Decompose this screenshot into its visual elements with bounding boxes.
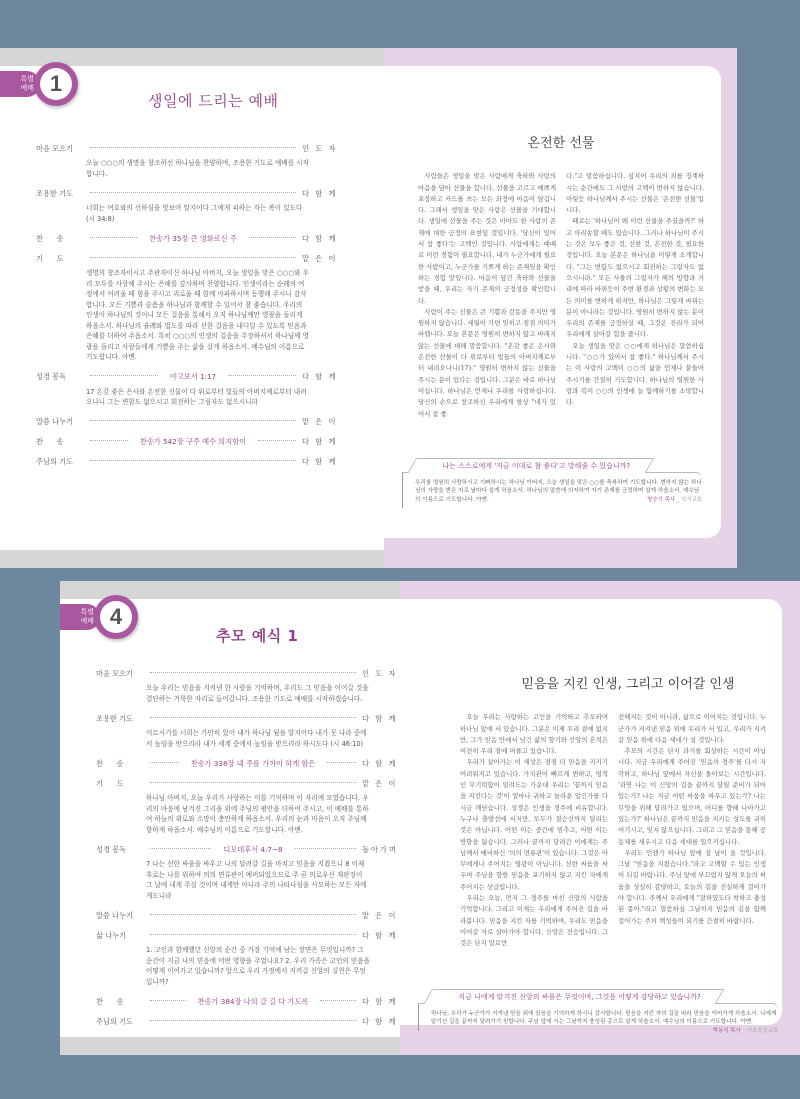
badge-circle: [94, 595, 138, 639]
article-column-2: [566, 171, 704, 420]
leader-dots: [150, 672, 356, 673]
order-leader: 다 함 께: [302, 437, 338, 446]
spread-birthday-service: [0, 48, 800, 568]
article-column-1: [418, 171, 556, 420]
order-text: 1. 고인과 함께했던 신앙의 순간 중 가장 기억에 남는 장면은 무엇입니까? 그 순간이 지금 나의 믿음에 어떤 영향을 주었나요? 2. 우리 가족은 고인의 믿음을 어떻게 이어가고 있습니까? 앞으로 우리 가정에서 지켜갈 신앙의 실천은 무엇입니까?: [146, 946, 370, 986]
right-page: [400, 581, 800, 1055]
order-label: 찬 송: [36, 233, 64, 243]
article-paragraph: 오늘 생일을 맞은 ○○에게 하나님은 말씀하십니다. "○○가 있어서 참 좋다." 하나님께서 주시는 이 사랑의 고백이 ○○의 삶을 언제나 붙들어 주시기를 간절히 기도합니다. 하나님의 영원한 사랑과 복이 ○○의 인생에 늘 함께하기를 소망합니다.: [566, 341, 704, 407]
article-paragraph: 다."고 말씀하십니다. 심지어 우리의 죄를 징계하시는 순간에도 그 사랑의 고백이 변하지 않습니다. 이렇듯 하나님께서 주시는 선물은 '온전한 선물'입니다.: [566, 172, 704, 215]
order-label: 찬 송: [96, 996, 124, 1006]
leader-dots: [228, 375, 296, 376]
article-title: 온전한 선물: [527, 136, 595, 151]
article-paragraph: 우리가 살아가는 이 세상은 점점 더 믿음을 지키기 어려워지고 있습니다. 가치관이 빠르게 변하고, 영적인 무기력함이 밀려드는 가운데 우리는 '끝까지 믿음을 지킨다는 것'이 얼마나 귀하고 놀라운 일인가를 다시금 깨닫습니다. 성경은 인생을 경주에 비유합니다. 누구나 출발선에 서지만, 모두가 결승선까지 달리는 것은 아닙니다. 어떤 이는 중간에 멈추고, 어떤 이는 방향을 잃습니다. 그러나 끝까지 달려간 이에게는 주님께서 예비하신 '의의 면류관'이 있습니다. 그것은 아무에게나 주어지는 영광이 아닙니다. 선한 싸움을 싸우며 주님을 향한 믿음을 포기하지 않고 지킨 자에게 주어지는 상급입니다.: [460, 758, 608, 891]
order-detail: 찬송가 542장 구주 예수 의지함이: [139, 437, 247, 446]
order-label: 찬 송: [96, 758, 124, 768]
order-leader: 다 함 께: [362, 758, 398, 768]
order-leader: 인 도 자: [362, 668, 398, 678]
order-label: 마음 모으기: [36, 143, 74, 153]
order-label: 주님의 기도: [36, 457, 74, 466]
leader-dots: [90, 440, 128, 441]
article-paragraph: 전해지는 것이 아니라, 삶으로 이어지는 것입니다. 누군가가 지켜낸 믿음 위에 우리가 서 있고, 우리가 지켜갈 믿음 위에 다음 세대가 설 것입니다.: [618, 713, 766, 744]
article-card: [400, 599, 782, 1034]
leader-dots: [150, 782, 356, 783]
leader-dots: [90, 237, 137, 238]
order-row: [96, 995, 396, 1007]
badge-label: 특별 예배: [60, 604, 100, 630]
order-row: [36, 142, 336, 154]
bottom-band: [0, 550, 384, 568]
order-leader: 맡 은 이: [362, 910, 398, 920]
order-row: [36, 187, 336, 199]
leader-dots: [150, 1000, 186, 1001]
order-row: [96, 909, 396, 921]
leader-dots: [150, 914, 356, 915]
order-text: 오늘 우리는 믿음을 지켜낸 한 사람을 기억하며, 우리도 그 믿음을 이어갈 것을 결단하는 거룩한 자리로 들어갑니다. 조용한 기도로 예배를 시작하겠습니다.: [146, 684, 369, 703]
order-row: [36, 252, 336, 264]
order-label: 말씀 나누기: [36, 417, 74, 426]
order-text: 이르시기를 너희는 가만히 있어 내가 하나님 됨을 알지어다 내가 뭇 나라 중에서 높임을 받으리라 내가 세계 중에서 높임을 받으리라 하시도다 (시 46:10): [146, 729, 367, 748]
badge-label: 특별 예배: [0, 71, 40, 97]
order-detail: 찬송가 338장 내 주를 가까이 하게 함은: [190, 758, 316, 768]
order-label: 주님의 기도: [96, 1016, 134, 1026]
article-column-2: [618, 712, 766, 949]
order-leader: 다 함 께: [362, 713, 398, 723]
order-leader: 맡 은 이: [302, 253, 338, 263]
order-leader: 인 도 자: [302, 143, 338, 153]
order-label: 마음 모으기: [96, 668, 134, 678]
chapter-badge: [0, 62, 78, 106]
left-page: [0, 48, 384, 568]
order-detail: 야고보서 1:17: [169, 372, 217, 381]
order-leader: 맡 은 이: [362, 778, 398, 788]
prayer-author: 박동식 목사 _ 서초중앙교회: [712, 1027, 778, 1034]
order-row: [96, 712, 396, 724]
order-row: [36, 416, 336, 428]
order-row: [96, 757, 396, 769]
page-title: 생일에 드리는 예배: [148, 92, 279, 110]
leader-dots: [150, 717, 356, 718]
order-label: 말씀 나누기: [96, 910, 134, 920]
prayer-author: 방승기 목사 _ 성서교회: [647, 496, 702, 503]
order-text: 하나님 아버지, 오늘 우리가 사랑하는 이를 기억하며 이 자리에 모였습니다. 우리의 마음에 남겨진 그리움 위에 주님의 평안을 더하여 주시고, 이 예배를 통하여 하늘의 위로와 소망이 충만하게 하옵소서. 우리의 눈과 마음이 오직 주님께 향하게 하옵소서. 예수님의 이름으로 기도합니다. 아멘.: [146, 794, 369, 834]
leader-dots: [258, 440, 296, 441]
leader-dots: [90, 147, 296, 148]
order-row: [36, 456, 336, 468]
leader-dots: [327, 762, 356, 763]
prayer-text: 우리를 영원히 사랑하시고 기뻐하시는 하나님 아버지, 오늘 생일을 맞은 ○○를 축복하여 기도합니다. 변하지 않는 하나님의 사랑을 받은 자로 날마다 살게 하옵소서. 하나님의 말씀에 의지하여 자기 존재를 긍정하며 살게 하옵소서. 예수님의 이름으로 기도합니다. 아멘.: [415, 479, 702, 503]
chapter-badge: [60, 595, 138, 639]
article-paragraph: 때로는 '하나님이 왜 이런 선물을 주셨을까?' 하고 아리송할 때도 있습니다. 그러나 하나님이 주시는 것은 모두 좋은 것, 선한 것, 온전한 것, 필요한 것입니다. 오늘 본문은 하나님을 이렇게 소개합니다. "그는 변함도 없으시고 회전하는 그림자도 없으시니라." 모든 사물의 그림자가 해의 방향과 거리에 따라 바뀌듯이 주변 환경과 상황의 변화는 모든 의미를 변하게 하지만, 하나님은 그렇게 바뀌는 분이 아니라는 것입니다. 영원히 변하지 않는 분이 우리의 존재를 긍정하실 때, 그것은 진리가 되어 우리에게 살아갈 힘을 줍니다.: [566, 217, 704, 339]
article-paragraph: 추모의 시간은 단지 과거를 회상하는 시간이 아닙니다. 지금 우리에게 주어진 '믿음의 경주'를 다시 자각하고, 하나님 앞에서 자신을 돌아보는 시간입니다. '과연 나는 이 신앙의 길을 끝까지 달릴 준비가 되어 있는가? 나는 지금 어떤 싸움을 싸우고 있는가? 나는 무엇을 위해 달려가고 있으며, 어디를 향해 나아가고 있는가?' 하나님은 끝까지 믿음을 지키는 성도를 귀히 여기시고, 잊지 않으십니다. 그리고 그 믿음을 통해 공동체를 세우시고 다음 세대를 일으키십니다.: [618, 747, 766, 846]
order-label: 삶 나누기: [96, 930, 127, 940]
leader-dots: [150, 848, 211, 849]
leader-dots: [249, 237, 296, 238]
leader-dots: [90, 375, 158, 376]
order-leader: 다 함 께: [302, 372, 338, 381]
order-row: [36, 232, 336, 244]
order-row: [96, 843, 396, 855]
order-label: 성경 봉독: [96, 844, 127, 854]
chapter-number: 1: [40, 68, 72, 100]
order-leader: 다 함 께: [362, 1016, 398, 1026]
order-leader: 다 함 께: [302, 457, 338, 466]
order-row: [96, 667, 396, 679]
prayer-text: 하나님, 우리가 누군가가 지켜낸 믿음 위에 있음을 기억하게 하시니 감사합니다. 믿음을 지킨 자의 길을 따라 믿음을 이어가게 하옵소서. 나에게 맡기신 길을 끝까지 달려가기 원합니다. 주님 앞에 서는 그날까지 충성된 종으로 살게 하옵소서. 예수님의 이름으로 기도합니다. 아멘.: [431, 1010, 777, 1026]
order-label: 찬 송: [36, 437, 64, 446]
order-text: 너희는 여호와의 선하심을 맛보아 알지어다 그에게 피하는 자는 복이 있도다 (시 34:8): [86, 204, 303, 223]
service-order: [96, 659, 396, 1031]
order-detail: 찬송가 384장 나의 갈 길 다 가도록: [197, 996, 309, 1006]
badge-circle: [34, 62, 78, 106]
leader-dots: [150, 934, 356, 935]
order-text: 7 나는 선한 싸움을 싸우고 나의 달려갈 길을 마치고 믿음을 지켰으니 8 이제 후로는 나를 위하여 의의 면류관이 예비되었으므로 주 곧 의로우신 재판장이 그 날에 내게 주실 것이며 내게만 아니라 주의 나타나심을 사모하는 모든 자에게도니라: [146, 860, 367, 900]
leader-dots: [295, 848, 356, 849]
order-leader: 다 함 께: [362, 930, 398, 940]
order-leader: 다 함 께: [302, 188, 338, 198]
order-label: 기 도: [96, 778, 124, 788]
order-leader: 다 함 께: [362, 996, 398, 1006]
chapter-number: 4: [100, 601, 132, 633]
prayer-box: [418, 989, 778, 1035]
order-row: [96, 777, 396, 789]
order-row: [96, 929, 396, 941]
article-card: [384, 66, 721, 538]
order-leader: 다 함 께: [302, 233, 338, 243]
leader-dots: [320, 1000, 356, 1001]
order-text: 오늘 ○○○의 생명을 창조하신 하나님을 찬양하며, 조용한 기도로 예배를 시작합니다.: [86, 159, 309, 178]
order-label: 기 도: [36, 253, 64, 263]
order-detail: 디모데후서 4:7~8: [223, 844, 283, 854]
article-paragraph: 우리는 오늘, 먼저 그 경주를 마친 신앙의 사람을 기억합니다. 그리고 이제는 우리에게 주어진 길을 바라봅니다. 믿음을 지킨 자를 기억하며, 우리도 믿음을 이어갈 자로 살아가야 합니다. 신앙은 전승입니다. 그것은 단지 말로만: [460, 894, 608, 948]
order-row: [96, 1015, 396, 1027]
order-label: 성경 봉독: [36, 372, 67, 381]
article-paragraph: 사람들은 생일을 맞은 사람에게 축하와 사랑의 마음을 담아 선물을 합니다. 선물을 고르고 예쁘게 포장하고 카드를 쓰는 모든 과정에 마음이 담깁니다. 그래서 생일을 맞은 사람은 선물을 기대합니다. 생일에 선물을 주는 것은 아마도 한 사람의 존재에 대한 긍정의 표현일 것입니다. '당신이 있어서 참 좋다'는 고백인 것입니다. 사람에게는 때때로 이런 경험이 필요합니다. 내가 누군가에게 필요한 사람이고, 누군가를 기쁘게 하는 존재임을 확인하는 경험 말입니다. 마음이 담긴 축하와 선물을 받을 때, 우리는 자기 존재의 긍정성을 확인합니다.: [418, 172, 556, 305]
service-order: [36, 134, 336, 472]
page-title: 추모 예식 1: [216, 627, 299, 645]
order-text: 17 온갖 좋은 은사와 온전한 선물이 다 위로부터 빛들의 아버지께로부터 내려오나니 그는 변함도 없으시고 회전하는 그림자도 없으시니라: [86, 387, 307, 406]
article-paragraph: 사람이 주는 선물은 큰 기쁨과 감동을 주지만 영원하지 않습니다. 세월이 가면 잊히고 점점 의미가 바랩니다. 오늘 본문은 영원히 변하지 않고 바래지 않는 선물에 대해 말씀합니다. "온갖 좋은 은사와 온전한 선물이 다 위로부터 빛들의 아버지께로부터 내려오나니(17)." 영원히 변하지 않는 선물을 주시는 분이 있다는 것입니다. 그분은 바로 하나님이십니다. 하나님은 언제나 우리를 사랑하십니다. 당신의 손으로 창조하신 우리에게 항상 "네가 있어서 참 좋: [418, 307, 556, 418]
leader-dots: [90, 460, 296, 461]
sermon-article: [460, 679, 766, 950]
order-label: 조용한 기도: [36, 188, 74, 198]
leader-dots: [90, 192, 296, 193]
article-paragraph: 우리도 언젠가 하나님 앞에 설 날이 올 것입니다. 그날 "믿음을 지켰습니다."라고 고백할 수 있는 인생이 되길 바랍니다. 주님 앞에 부끄럽지 않게 오늘의 싸움을 성실히 감당하고, 오늘의 길을 진실하게 걸어가야 합니다. 주께서 우리에게 "잘하였도다 착하고 충성된 종아."라고 말씀하실 그날까지 믿음의 길을 함께 걸어가는 주의 백성들이 되기를 간절히 바랍니다.: [618, 848, 766, 925]
reflection-question: 나는 스스로에게 '지금 이대로 참 좋다'고 말해줄 수 있습니까?: [408, 458, 654, 473]
prayer-box: [402, 458, 702, 508]
article-paragraph: 오늘 우리는 사랑하는 고인을 기억하고 추모하며 하나님 앞에 서 있습니다. 그분은 이제 우리 곁에 없지만, 그가 믿음 안에서 남긴 삶의 향기와 신앙의 흔적은 여전히 우리 곁에 머물고 있습니다.: [460, 713, 608, 756]
reflection-question: 지금 나에게 맡겨진 신앙의 싸움은 무엇이며, 그것을 어떻게 감당하고 있습니까?: [424, 989, 725, 1004]
order-label: 조용한 기도: [96, 713, 134, 723]
order-detail: 찬송가 35장 큰 영화로신 주: [149, 233, 237, 243]
leader-dots: [90, 257, 296, 258]
right-page: [384, 48, 737, 568]
order-row: [36, 436, 336, 448]
spread-memorial-service: [0, 581, 800, 1055]
order-leader: 맡 은 이: [302, 417, 338, 426]
leader-dots: [90, 420, 296, 421]
leader-dots: [150, 762, 179, 763]
article-title: 믿음을 지킨 인생, 그리고 이어갈 인생: [521, 677, 735, 692]
order-leader: 돌아가며: [362, 844, 398, 854]
order-text: 생명의 창조자이시고 주관자이신 하나님 아버지, 오늘 생일을 맞은 ○○○와 우리 모두를 사랑해 주시는 은혜를 감사하며 찬양합니다. 인생이라는 순례의 여정에서 어려울 때 힘을 주시고 괴로울 때 함께 아파하시며 동행해 주시니 감사합니다. 모든 기쁨과 슬픔을 하나님과 함께할 수 있어서 참 좋습니다. 우리의 인생이 하나님의 것이니 모든 걸음을 통해서 오직 하나님께만 영광을 돌리게 하옵소서. 하나님의 율례와 법도를 따라 선한 걸음을 내디딜 수 있도록 믿음과 은혜를 더하여 주옵소서. 특히 ○○○의 인생의 걸음을 주장하셔서 하나님께 영광을 돌리고 사람들에게 기쁨을 주는 삶을 살게 하옵소서. 예수님의 이름으로 기도합니다. 아멘.: [86, 269, 309, 361]
bottom-band: [60, 1037, 400, 1055]
sermon-article: [418, 138, 704, 420]
leader-dots: [150, 1020, 356, 1021]
article-column-1: [460, 712, 608, 949]
order-row: [36, 371, 336, 383]
